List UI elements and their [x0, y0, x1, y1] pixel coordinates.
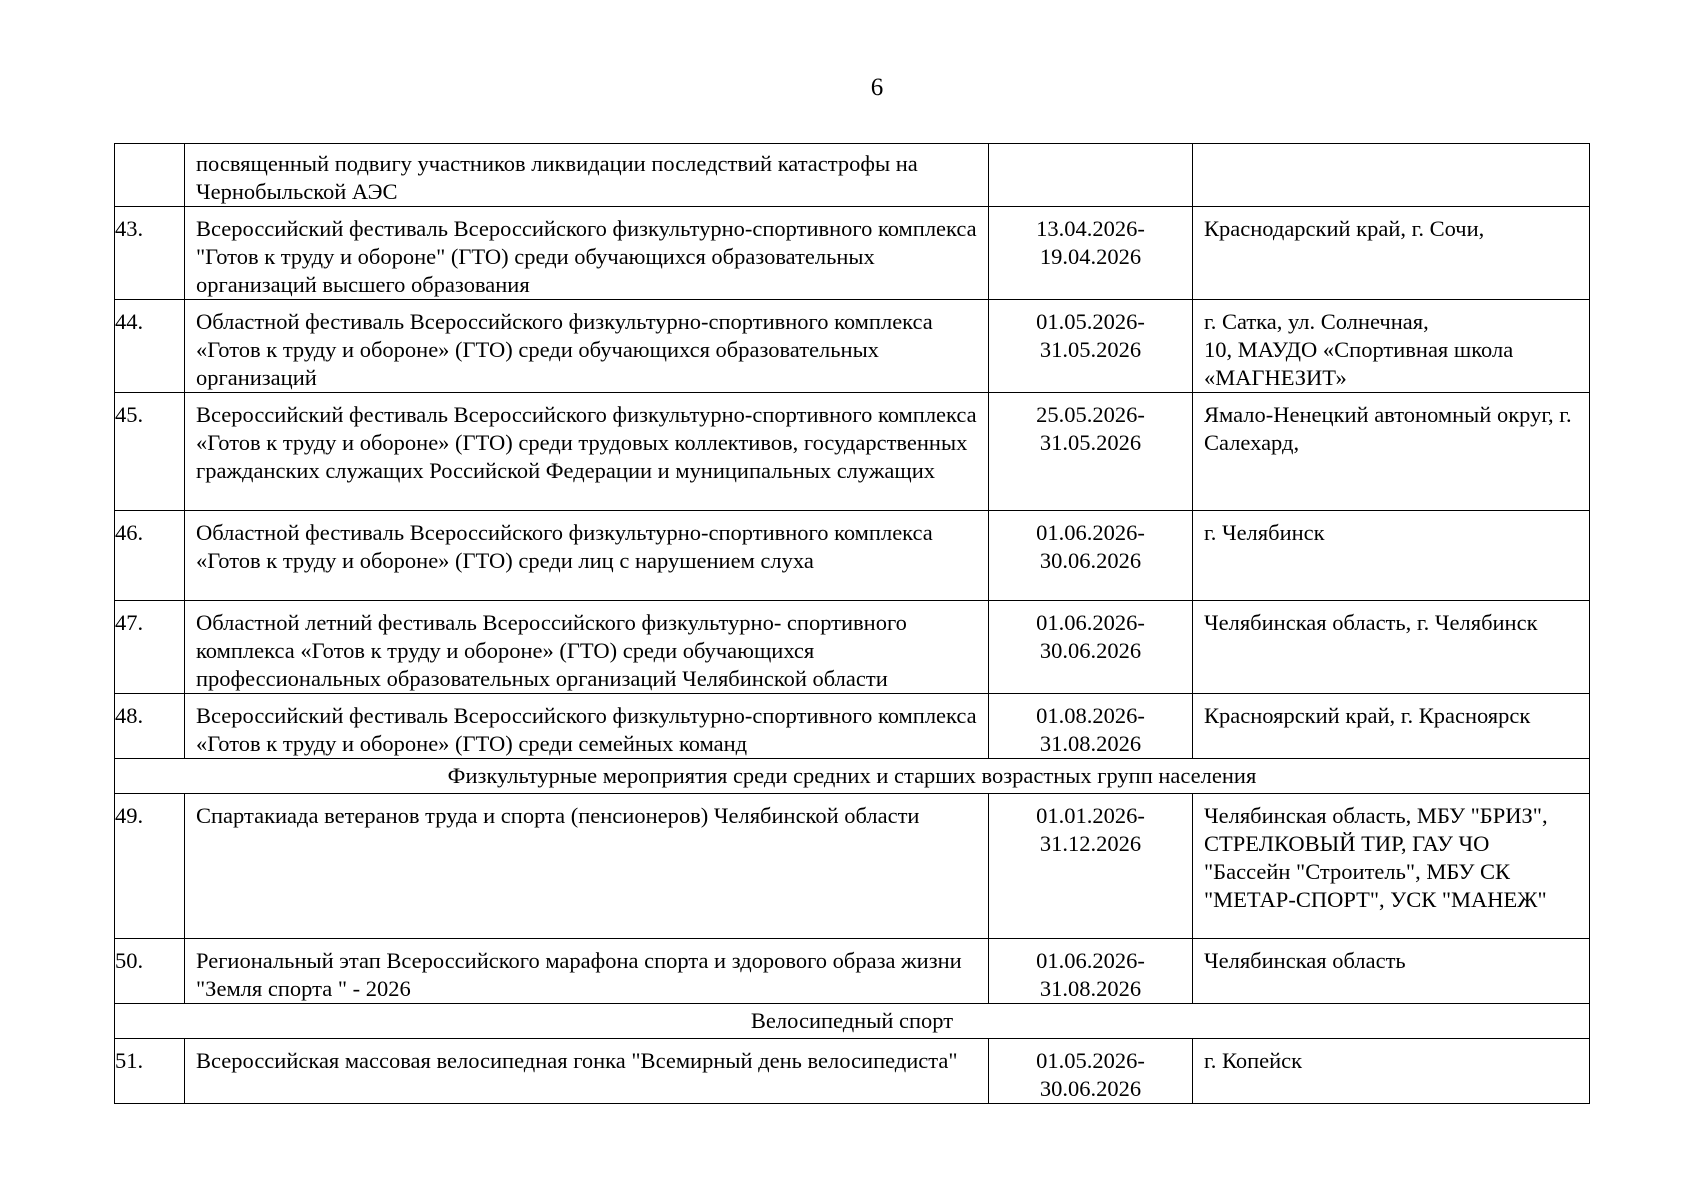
event-dates-cell: [989, 144, 1193, 207]
event-title: посвященный подвигу участников ликвидации последствий катастрофы на Чернобыльской АЭС: [196, 151, 918, 204]
event-place-cell: [1193, 144, 1590, 207]
event-dates: 01.05.2026- 31.05.2026: [1036, 309, 1145, 362]
event-dates: 13.04.2026- 19.04.2026: [1036, 216, 1145, 269]
event-title: Всероссийский фестиваль Всероссийского физкультурно-спортивного комплекса «Готов к труду и обороне» (ГТО) среди семейных команд: [196, 703, 977, 756]
event-place: г. Сатка, ул. Солнечная, 10, МАУДО «Спортивная школа «МАГНЕЗИТ»: [1204, 309, 1514, 390]
event-dates: 25.05.2026- 31.05.2026: [1036, 402, 1145, 455]
row-number-cell: [115, 511, 185, 601]
event-place: Челябинская область, МБУ "БРИЗ", СТРЕЛКОВЫЙ ТИР, ГАУ ЧО "Бассейн "Строитель", МБУ СК "МЕТАР-СПОРТ", УСК "МАНЕЖ": [1204, 803, 1548, 912]
table-row: [115, 144, 1590, 207]
event-title-cell: [185, 300, 989, 393]
row-number-cell: [115, 1039, 185, 1104]
table-row: [115, 1039, 1590, 1104]
row-number-cell: [115, 601, 185, 694]
row-number-cell: [115, 794, 185, 939]
event-title: Областной летний фестиваль Всероссийского физкультурно- спортивного комплекса «Готов к труду и обороне» (ГТО) среди обучающихся профессиональных образовательных организаций Челябинской области: [196, 610, 907, 691]
event-place-cell: [1193, 207, 1590, 300]
event-dates-cell: [989, 511, 1193, 601]
event-title-cell: [185, 511, 989, 601]
event-place-cell: [1193, 939, 1590, 1004]
event-dates: 01.06.2026- 30.06.2026: [1036, 610, 1145, 663]
row-number-cell: [115, 207, 185, 300]
table-row: [115, 694, 1590, 759]
row-number: 51.: [115, 1048, 144, 1073]
event-title: Всероссийская массовая велосипедная гонка "Всемирный день велосипедиста": [196, 1048, 958, 1073]
event-dates-cell: [989, 393, 1193, 511]
event-place: г. Челябинск: [1204, 520, 1325, 545]
events-table: [114, 143, 1590, 1104]
table-row: [115, 207, 1590, 300]
event-dates: 01.06.2026- 31.08.2026: [1036, 948, 1145, 1001]
row-number-cell: [115, 939, 185, 1004]
event-dates: 01.08.2026- 31.08.2026: [1036, 703, 1145, 756]
event-title-cell: [185, 694, 989, 759]
row-number: 43.: [115, 216, 144, 241]
event-title-cell: [185, 393, 989, 511]
row-number: 44.: [115, 309, 144, 334]
event-place: Челябинская область: [1204, 948, 1406, 973]
event-title: Всероссийский фестиваль Всероссийского физкультурно-спортивного комплекса "Готов к труду и обороне" (ГТО) среди обучающихся образовательных организаций высшего образования: [196, 216, 977, 297]
event-place: Красноярский край, г. Красноярск: [1204, 703, 1531, 728]
row-number: 47.: [115, 610, 144, 635]
event-place: г. Копейск: [1204, 1048, 1303, 1073]
row-number: 45.: [115, 402, 144, 427]
event-dates-cell: [989, 207, 1193, 300]
table-row: [115, 300, 1590, 393]
section-header: Велосипедный спорт: [115, 1004, 1590, 1039]
event-title-cell: [185, 1039, 989, 1104]
table-row: [115, 794, 1590, 939]
event-place-cell: [1193, 300, 1590, 393]
section-header: Физкультурные мероприятия среди средних и старших возрастных групп населения: [115, 759, 1590, 794]
event-dates-cell: [989, 794, 1193, 939]
event-title: Региональный этап Всероссийского марафона спорта и здорового образа жизни "Земля спорта " - 2026: [196, 948, 962, 1001]
event-dates: 01.06.2026- 30.06.2026: [1036, 520, 1145, 573]
event-place-cell: [1193, 1039, 1590, 1104]
row-number-cell: [115, 144, 185, 207]
event-title: Областной фестиваль Всероссийского физкультурно-спортивного комплекса «Готов к труду и обороне» (ГТО) среди обучающихся образовательных организаций: [196, 309, 933, 390]
event-place: Челябинская область, г. Челябинск: [1204, 610, 1538, 635]
event-dates-cell: [989, 939, 1193, 1004]
event-place-cell: [1193, 511, 1590, 601]
event-place-cell: [1193, 393, 1590, 511]
event-place-cell: [1193, 601, 1590, 694]
event-title-cell: [185, 939, 989, 1004]
event-title: Спартакиада ветеранов труда и спорта (пенсионеров) Челябинской области: [196, 803, 920, 828]
event-place-cell: [1193, 794, 1590, 939]
event-place-cell: [1193, 694, 1590, 759]
event-title-cell: [185, 207, 989, 300]
event-dates-cell: [989, 1039, 1193, 1104]
event-title: Всероссийский фестиваль Всероссийского физкультурно-спортивного комплекса «Готов к труду и обороне» (ГТО) среди трудовых коллективов, государственных гражданских служащих Российской Федерации и муниципальных служащих: [196, 402, 977, 483]
event-title-cell: [185, 144, 989, 207]
table-row: [115, 601, 1590, 694]
row-number: [115, 144, 184, 152]
event-title-cell: [185, 601, 989, 694]
row-number: 49.: [115, 803, 144, 828]
event-title: Областной фестиваль Всероссийского физкультурно-спортивного комплекса «Готов к труду и обороне» (ГТО) среди лиц с нарушением слуха: [196, 520, 933, 573]
event-dates: 01.05.2026- 30.06.2026: [1036, 1048, 1145, 1101]
table-row: [115, 511, 1590, 601]
page-number: 6: [870, 74, 884, 101]
event-dates-cell: [989, 601, 1193, 694]
table-row: [115, 939, 1590, 1004]
section-header-row: [115, 759, 1590, 794]
event-dates-cell: [989, 694, 1193, 759]
event-title-cell: [185, 794, 989, 939]
row-number-cell: [115, 300, 185, 393]
row-number-cell: [115, 393, 185, 511]
section-header-row: [115, 1004, 1590, 1039]
event-dates: 01.01.2026- 31.12.2026: [1036, 803, 1145, 856]
row-number: 48.: [115, 703, 144, 728]
row-number: 50.: [115, 948, 144, 973]
row-number: 46.: [115, 520, 144, 545]
event-dates-cell: [989, 300, 1193, 393]
table-row: [115, 393, 1590, 511]
row-number-cell: [115, 694, 185, 759]
event-place: Краснодарский край, г. Сочи,: [1204, 216, 1485, 241]
event-place: Ямало-Ненецкий автономный округ, г. Салехард,: [1204, 402, 1572, 455]
